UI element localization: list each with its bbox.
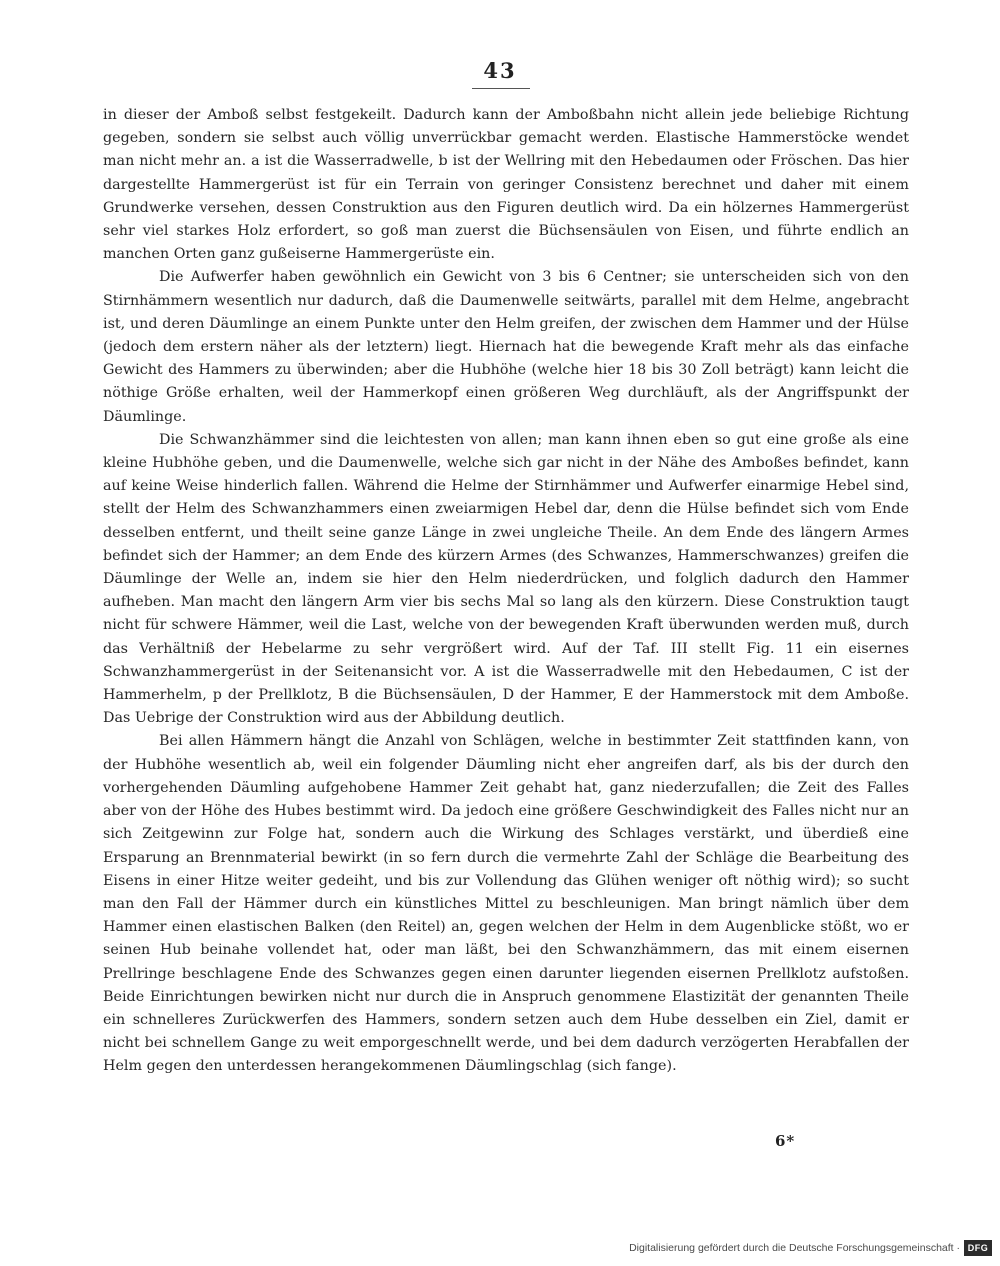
dfg-logo: DFG	[964, 1240, 992, 1256]
paragraph: in dieser der Amboß selbst festgekeilt. Dadurch kann der Amboßbahn nicht allein jede beliebige Richtung gegeben, sondern sie selbst auch völlig unverrückbar gemacht werden. Elastische Hammerstöcke wendet man nicht mehr an. a ist die Wasserradwelle, b ist der Wellring mit den Hebedaumen oder Fröschen. Das hier dargestellte Hammergerüst ist für ein Terrain von geringer Consistenz berechnet und daher mit einem Grundwerke versehen, dessen Construktion aus den Figuren deutlich wird. Da ein hölzernes Hammergerüst sehr viel starkes Holz erfordert, so goß man zuerst die Büchsensäulen von Eisen, und führte endlich an manchen Orten ganz gußeiserne Hammergerüste ein.	[103, 107, 909, 263]
paragraph: Die Schwanzhämmer sind die leichtesten von allen; man kann ihnen eben so gut eine große als eine kleine Hubhöhe geben, und die Daumenwelle, welche sich gar nicht in der Nähe des Amboßes befindet, kann auf keine Weise hinderlich fallen. Während die Helme der Stirnhämmer und Aufwerfer einarmige Hebel sind, stellt der Helm des Schwanzhammers einen zweiarmigen Hebel dar, denn die Hülse befindet sich vom Ende desselben entfernt, und theilt seine ganze Länge in zwei ungleiche Theile. An dem Ende des längern Armes befindet sich der Hammer; an dem Ende des kürzern Armes (des Schwanzes, Hammerschwanzes) greifen die Däumlinge der Welle an, indem sie hier den Helm niederdrücken, und folglich dadurch den Hammer aufheben. Man macht den längern Arm vier bis sechs Mal so lang als den kürzern. Diese Construktion taugt nicht für schwere Hämmer, weil die Last, welche von der bewegenden Kraft überwunden werden muß, durch das Verhältniß der Hebelarme zu sehr vergrößert wird. Auf der Taf. III stellt Fig. 11 ein eisernes Schwanzhammergerüst in der Seitenansicht vor. A ist die Wasserradwelle mit den Hebedaumen, C ist der Hammerhelm, p der Prellklotz, B die Büchsensäulen, D der Hammer, E der Hammerstock mit dem Amboße. Das Uebrige der Construktion wird aus der Abbildung deutlich.	[103, 431, 909, 727]
body-text	[103, 104, 909, 1079]
page-number-rule	[472, 88, 530, 89]
paragraph: Bei allen Hämmern hängt die Anzahl von Schlägen, welche in bestimmter Zeit stattfinden kann, von der Hubhöhe wesentlich ab, weil ein folgender Däumling nicht eher angreifen darf, als bis der durch den vorhergehenden Däumling aufgehobene Hammer Zeit gehabt hat, ganz niederzufallen; die Zeit des Falles aber von der Höhe des Hubes bestimmt wird. Da jedoch eine größere Geschwindigkeit des Falles nicht nur an sich Zeitgewinn zur Folge hat, sondern auch die Wirkung des Schlages verstärkt, und überdieß eine Ersparung an Brennmaterial bewirkt (in so fern durch die vermehrte Zahl der Schläge die Bearbeitung des Eisens in einer Hitze weiter gedeiht, und bis zur Vollendung das Glühen weniger oft nöthig wird); so sucht man den Fall der Hämmer durch ein künstliches Mittel zu beschleunigen. Man bringt nämlich über dem Hammer einen elastischen Balken (den Reitel) an, gegen welchen der Helm in dem Augenblicke stößt, wo er seinen Hub beinahe vollendet hat, oder man läßt, bei den Schwanzhämmern, das mit einem eisernen Prellringe beschlagene Ende des Schwanzes gegen einen darunter liegenden eisernen Prellklotz aufstoßen. Beide Einrichtungen bewirken nicht nur durch die in Anspruch genommene Elastizität der genannten Theile ein schnelleres Zurückwerfen des Hammers, sondern setzen auch dem Hube desselben ein Ziel, damit er nicht bei schnellem Gange zu weit emporgeschnellt werde, und bei dem dadurch verzögerten Herabfallen der Helm gegen den unterdessen herangekommenen Däumlingschlag (sich fange).	[103, 733, 909, 1075]
footer	[0, 1240, 1000, 1260]
digitization-credit: Digitalisierung gefördert durch die Deutsche Forschungsgemeinschaft ·	[629, 1242, 960, 1254]
paragraph: Die Aufwerfer haben gewöhnlich ein Gewicht von 3 bis 6 Centner; sie unterscheiden sich von den Stirnhämmern wesentlich nur dadurch, daß die Daumenwelle seitwärts, parallel mit dem Helme, angebracht ist, und deren Däumlinge an einem Punkte unter den Helm greifen, der zwischen dem Hammer und der Hülse (jedoch dem erstern näher als der letztern) liegt. Hiernach hat die bewegende Kraft mehr als das einfache Gewicht des Hammers zu überwinden; aber die Hubhöhe (welche hier 18 bis 30 Zoll beträgt) kann leicht die nöthige Größe erhalten, weil der Hammerkopf einen größeren Weg durchläuft, als der Angriffspunkt der Däumlinge.	[103, 269, 909, 425]
page-number: 43	[483, 58, 517, 83]
signature-mark: 6*	[775, 1132, 796, 1150]
